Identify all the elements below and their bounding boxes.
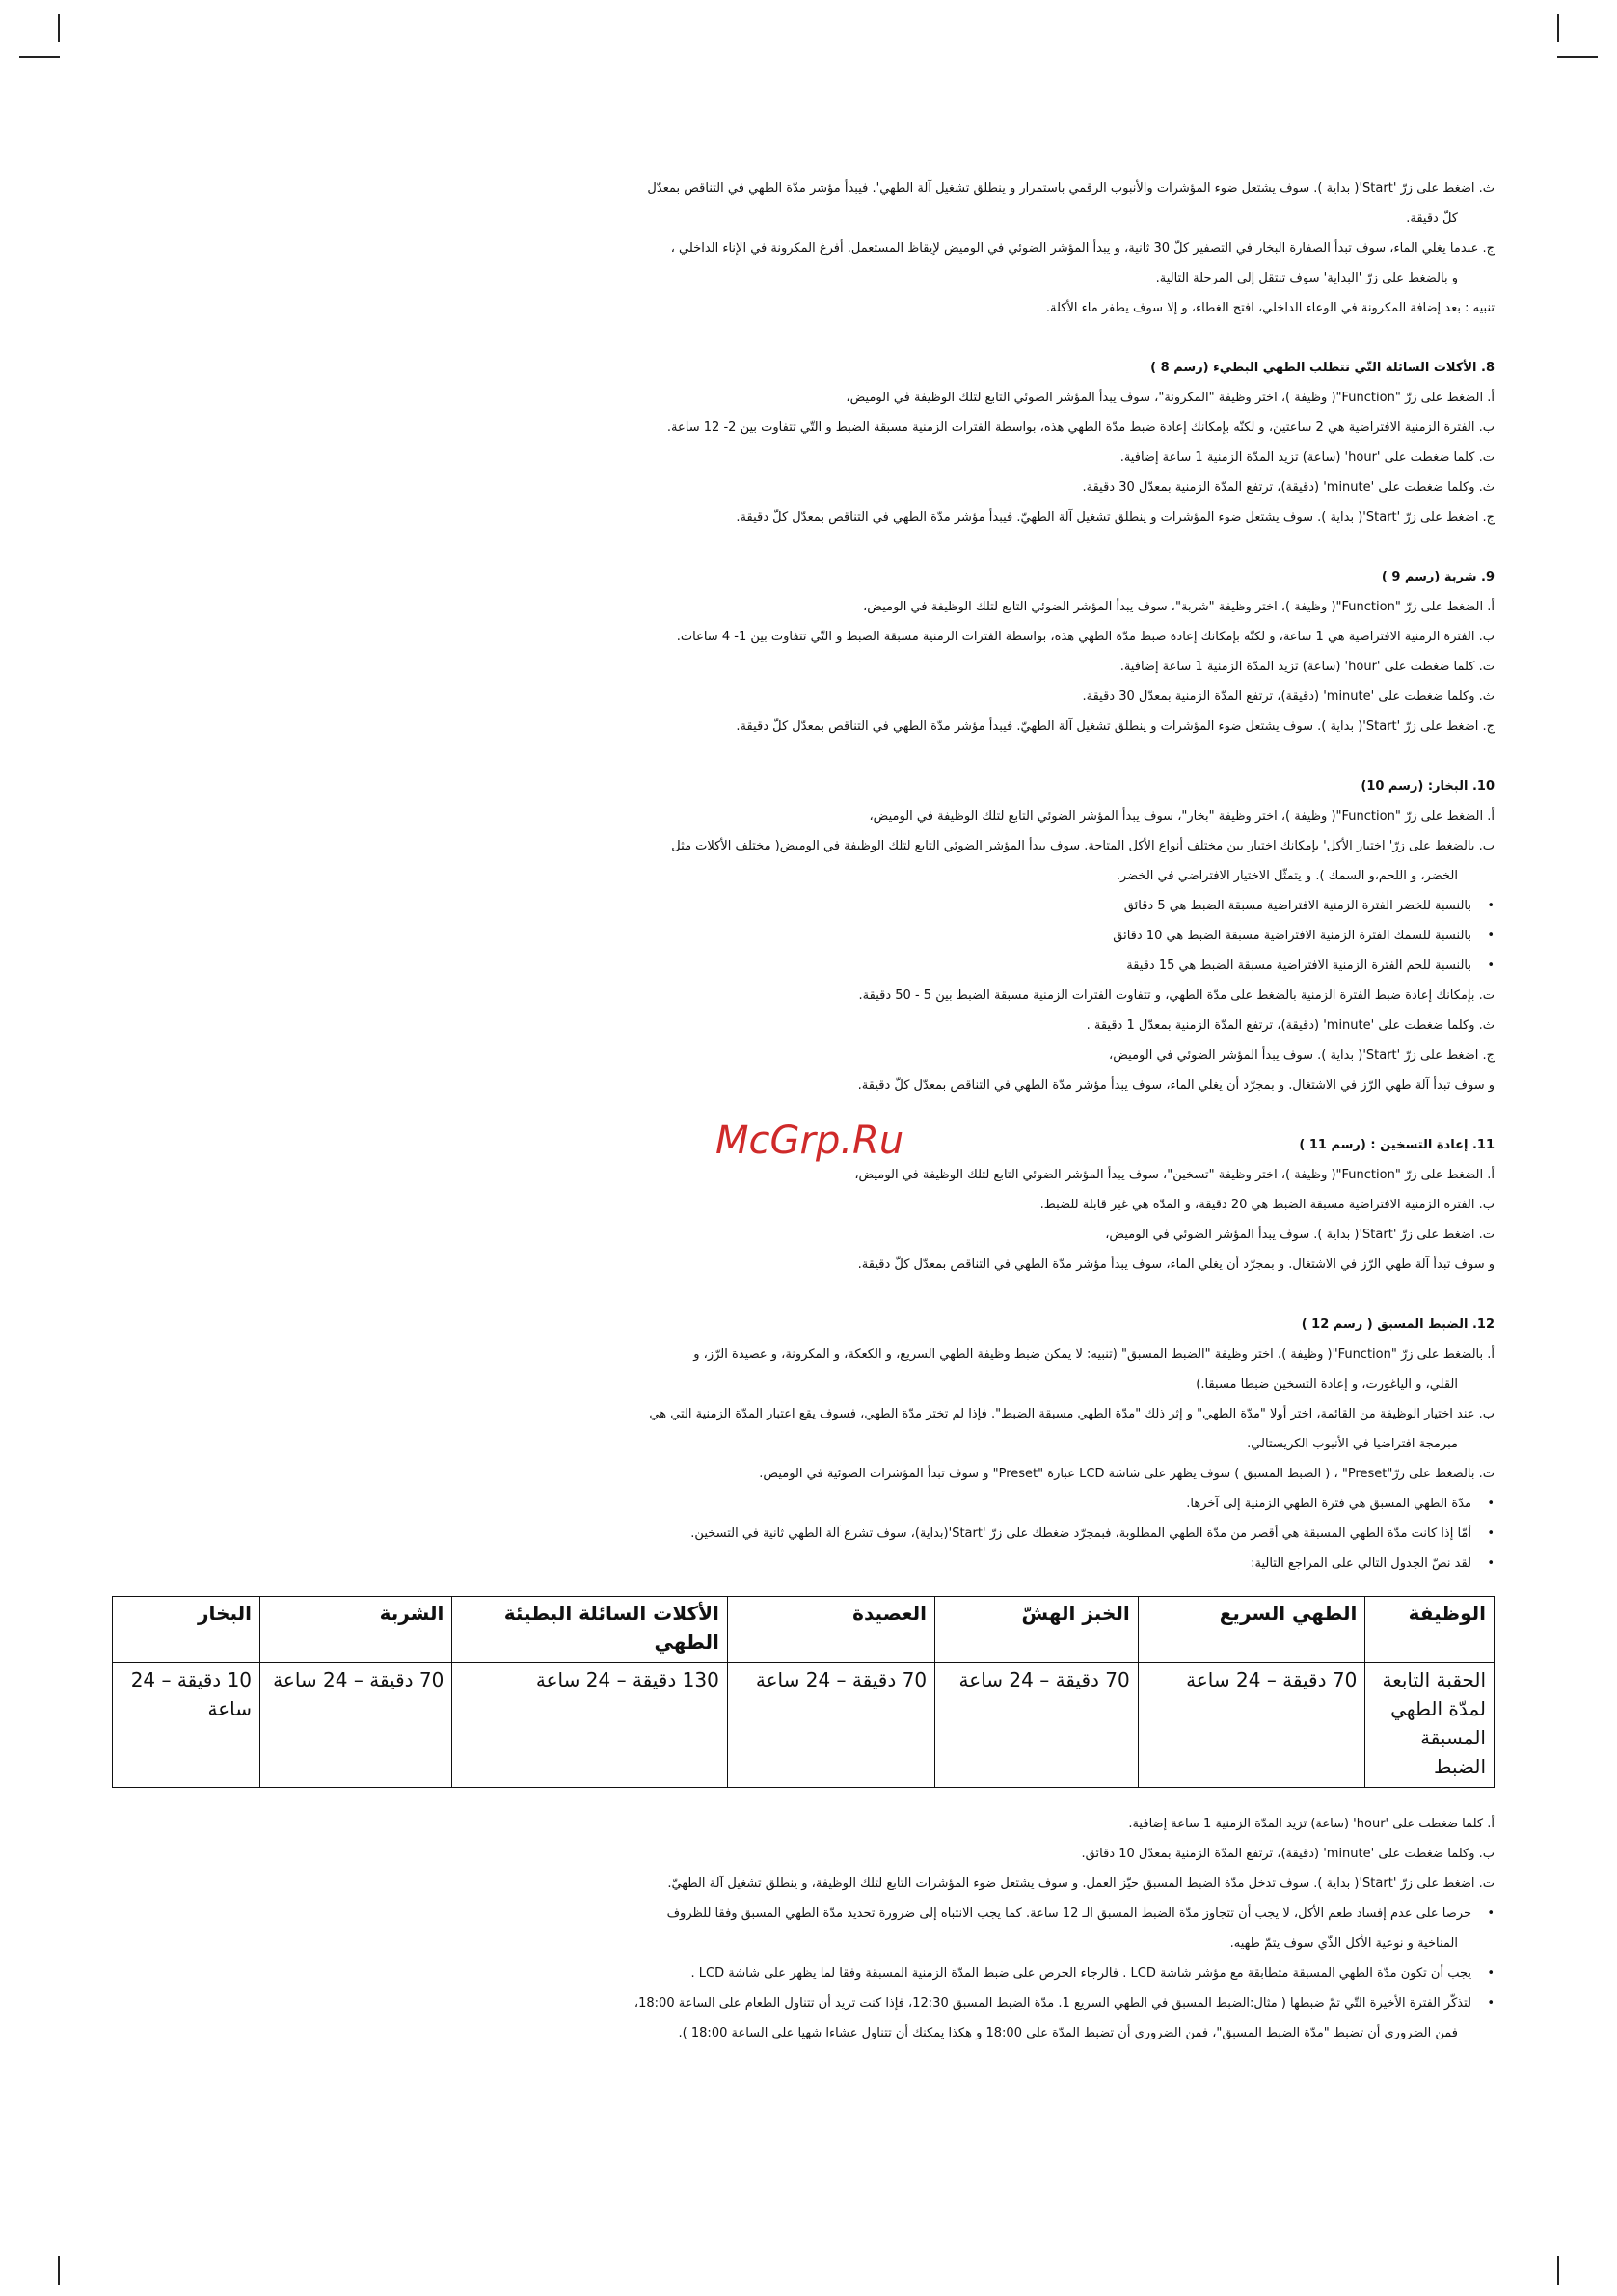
section-10-bullet: • بالنسبة للسمك الفترة الزمنية الافتراضية مسبقة الضبط هي 10 دقائق <box>108 921 1495 951</box>
section-9-line: أ. الضغط على زرّ "Function"( وظيفة )، اختر وظيفة "شربة"، سوف يبدأ المؤشر الضوئي التابع لتلك الوظيفة في الوميض، <box>863 600 1495 614</box>
crop-mark <box>58 14 60 42</box>
manual-page <box>108 174 1495 2256</box>
after-line: أ. كلما ضغطت على 'hour' (ساعة) تزيد المدّة الزمنية 1 ساعة إضافية. <box>1128 1817 1495 1831</box>
section-10-line: و سوف تبدأ آلة طهي الرّز في الاشتغال. و بمجرّد أن يغلي الماء، سوف يبدأ مؤشر مدّة الطهي في التناقص بمعدّل كلّ دقيقة. <box>857 1078 1495 1093</box>
section-9-line: ج. اضغط على زرّ 'Start'( بداية ). سوف يشتعل ضوء المؤشرات و ينطلق تشغيل آلة الطهيّ. فيبدأ مؤشر مدّة الطهي في التناقص بمعدّل كلّ دقيقة. <box>736 719 1495 734</box>
intro-line: و بالضغط على زرّ 'البداية' سوف تنتقل إلى المرحلة التالية. <box>1155 271 1458 285</box>
after-bullet: • يجب أن تكون مدّة الطهي المسبقة متطابقة مع مؤشر شاشة LCD . فالرجاء الحرص على ضبط المدّة الزمنية المسبقة وفقا لما يظهر على شاشة LCD . <box>108 1958 1495 1988</box>
table-cell: 70 دقيقة – 24 ساعة <box>260 1663 452 1788</box>
table-cell: 70 دقيقة – 24 ساعة <box>935 1663 1139 1788</box>
section-12-bullet: • أمّا إذا كانت مدّة الطهي المسبقة هي أقصر من مدّة الطهي المطلوبة، فبمجرّد ضغطك على زرّ 'Start'(بداية)، سوف تشرع آلة الطهي ثانية في التسخين. <box>108 1519 1495 1549</box>
section-12-line: أ. بالضغط على زرّ "Function"( وظيفة )، اختر وظيفة "الضبط المسبق" (تنبيه: لا يمكن ضبط وظيفة الطهي السريع، و الكعكة، و المكرونة، و عصيدة الرّز، و <box>693 1347 1495 1362</box>
section-8-line: أ. الضغط على زرّ "Function"( وظيفة )، اختر وظيفة "المكرونة"، سوف يبدأ المؤشر الضوئي التابع لتلك الوظيفة في الوميض، <box>846 391 1495 405</box>
section-10-line: ث. وكلما ضغطت على 'minute' (دقيقة)، ترتفع المدّة الزمنية بمعدّل 1 دقيقة . <box>1086 1018 1495 1033</box>
intro-line: ث. اضغط على زرّ 'Start'( بداية ). سوف يشتعل ضوء المؤشرات والأنبوب الرقمي باستمرار و ينطلق تشغيل آلة الطهي'. فيبدأ مؤشر مدّة الطهي في التناقص بمعدّل <box>647 181 1495 196</box>
section-12-line: مبرمجة افتراضيا في الأنبوب الكريستالي. <box>1247 1437 1458 1451</box>
after-bullet-continued: المناخية و نوعية الأكل الذّي سوف يتمّ طهيه. <box>1229 1936 1458 1951</box>
table-header-cell: العصيدة <box>727 1597 934 1663</box>
section-10-bullet: • بالنسبة للحم الفترة الزمنية الافتراضية مسبقة الضبط هي 15 دقيقة <box>108 951 1495 981</box>
section-9-line: ب. الفترة الزمنية الافتراضية هي 1 ساعة، و لكنّه بإمكانك إعادة ضبط مدّة الطهي هذه، بواسطة الفترات الزمنية مسبقة الضبط و التّي تتفاوت بين 1- 4 ساعات. <box>676 630 1495 644</box>
section-12-heading: 12. الضبط المسبق ( رسم 12 ) <box>1301 1317 1495 1332</box>
section-10-heading: 10. البخار: (رسم 10) <box>1361 779 1495 794</box>
section-11-heading: 11. إعادة التسخين : (رسم 11 ) <box>1299 1138 1495 1152</box>
table-header-row <box>113 1597 1495 1663</box>
section-10-line: ب. بالضغط على زرّ' اختيار الأكل' بإمكانك اختيار بين مختلف أنواع الأكل المتاحة. سوف يبدأ المؤشر الضوئي التابع لتلك الوظيفة في الوميض( مختلف الأكلات مثل <box>671 839 1495 853</box>
crop-mark <box>1557 14 1559 42</box>
section-11-line: ب. الفترة الزمنية الافتراضية مسبقة الضبط هي 20 دقيقة، و المدّة هي غير قابلة للضبط. <box>1039 1198 1495 1212</box>
section-11-line: ت. اضغط على زرّ 'Start'( بداية ). سوف يبدأ المؤشر الضوئي في الوميض، <box>1105 1228 1495 1242</box>
table-cell: الحقبة التابعة لمدّة الطهي المسبقة الضبط <box>1365 1663 1495 1788</box>
crop-mark <box>1557 56 1598 58</box>
table-header-cell: الشربة <box>260 1597 452 1663</box>
section-12-line: ب. عند اختيار الوظيفة من القائمة، اختر أولا "مدّة الطهي" و إثر ذلك "مدّة الطهي مسبقة الضبط". فإذا لم تختر مدّة الطهي، فسوف يقع اعتبار المدّة الزمنية التي هي <box>649 1407 1495 1421</box>
section-11-line: و سوف تبدأ آلة طهي الرّز في الاشتغال. و بمجرّد أن يغلي الماء، سوف يبدأ مؤشر مدّة الطهي في التناقص بمعدّل كلّ دقيقة. <box>857 1257 1495 1272</box>
section-12-bullet: • مدّة الطهي المسبق هي فترة الطهي الزمنية إلى آخرها. <box>108 1489 1495 1519</box>
table-header-cell: البخار <box>113 1597 260 1663</box>
section-8-line: ب. الفترة الزمنية الافتراضية هي 2 ساعتين، و لكنّه بإمكانك إعادة ضبط مدّة الطهي هذه، بواسطة الفترات الزمنية مسبقة الضبط و التّي تتفاوت بين 2- 12 ساعة. <box>666 420 1495 435</box>
preset-range-table <box>112 1596 1495 1788</box>
crop-mark <box>58 2256 60 2285</box>
watermark-text: McGrp.Ru <box>715 1119 904 1163</box>
section-10-bullet: • بالنسبة للخضر الفترة الزمنية الافتراضية مسبقة الضبط هي 5 دقائق <box>108 891 1495 921</box>
table-header-cell: الأكلات السائلة البطيئة الطهي <box>452 1597 727 1663</box>
section-11-line: أ. الضغط على زرّ "Function"( وظيفة )، اختر وظيفة "تسخين"، سوف يبدأ المؤشر الضوئي التابع لتلك الوظيفة في الوميض، <box>854 1168 1495 1182</box>
after-bullet-continued: فمن الضروري أن تضبط "مدّة الضبط المسبق"، فمن الضروري أن تضبط المدّة على 18:00 و هكذا يمكنك أن تتناول عشاءا شهيا على الساعة 18:00 ). <box>678 2026 1458 2040</box>
table-row <box>113 1663 1495 1788</box>
section-8-line: ث. وكلما ضغطت على 'minute' (دقيقة)، ترتفع المدّة الزمنية بمعدّل 30 دقيقة. <box>1082 480 1495 495</box>
table-cell: 70 دقيقة – 24 ساعة <box>1138 1663 1365 1788</box>
table-header-cell: الوظيفة <box>1365 1597 1495 1663</box>
crop-mark <box>19 56 60 58</box>
after-bullet: • حرصا على عدم إفساد طعم الأكل، لا يجب أن تتجاوز مدّة الضبط المسبق الـ 12 ساعة. كما يجب الانتباه إلى ضرورة تحديد مدّة الطهي المسبق وفقا للظروف <box>108 1899 1495 1929</box>
table-cell: 130 دقيقة – 24 ساعة <box>452 1663 727 1788</box>
section-10-line: ت. بإمكانك إعادة ضبط الفترة الزمنية بالضغط على مدّة الطهي، و تتفاوت الفترات الزمنية مسبقة الضبط بين 5 - 50 دقيقة. <box>858 988 1495 1003</box>
section-8-line: ج. اضغط على زرّ 'Start'( بداية ). سوف يشتعل ضوء المؤشرات و ينطلق تشغيل آلة الطهيّ. فيبدأ مؤشر مدّة الطهي في التناقص بمعدّل كلّ دقيقة. <box>736 510 1495 525</box>
table-cell: 70 دقيقة – 24 ساعة <box>727 1663 934 1788</box>
section-8-heading: 8. الأكلات السائلة التّي تتطلب الطهي البطيء (رسم 8 ) <box>1150 361 1495 375</box>
intro-line: كلّ دقيقة. <box>1406 211 1458 226</box>
section-12-line: ت. بالضغط على زرّ"Preset" ، ( الضبط المسبق ) سوف يظهر على شاشة LCD عبارة "Preset" و سوف تبدأ المؤشرات الضوئية في الوميض. <box>759 1467 1495 1481</box>
table-header-cell: الخبز الهشّ <box>935 1597 1139 1663</box>
after-line: ت. اضغط على زرّ 'Start'( بداية ). سوف تدخل مدّة الضبط المسبق حيّز العمل. و سوف يشتعل ضوء المؤشرات التابع لتلك الوظيفة، و ينطلق تشغيل آلة الطهيّ. <box>667 1877 1495 1891</box>
section-10-line: ج. اضغط على زرّ 'Start'( بداية ). سوف يبدأ المؤشر الضوئي في الوميض، <box>1109 1048 1495 1063</box>
intro-line: ج. عندما يغلي الماء، سوف تبدأ الصفارة البخار في التصفير كلّ 30 ثانية، و يبدأ المؤشر الضوئي في الوميض لإيقاظ المستعمل. أفرغ المكرونة في الإناء الداخلي ، <box>670 241 1495 256</box>
section-9-line: ت. كلما ضغطت على 'hour' (ساعة) تزيد المدّة الزمنية 1 ساعة إضافية. <box>1119 660 1495 674</box>
after-bullet: • لتذكّر الفترة الأخيرة التّي تمّ ضبطها ( مثال:الضبط المسبق في الطهي السريع 1. مدّة الضبط المسبق 12:30، فإذا كنت تريد أن تتناول الطعام على الساعة 18:00، <box>108 1988 1495 2018</box>
section-8-line: ت. كلما ضغطت على 'hour' (ساعة) تزيد المدّة الزمنية 1 ساعة إضافية. <box>1119 450 1495 465</box>
table-header-cell: الطهي السريع <box>1138 1597 1365 1663</box>
section-10-line: أ. الضغط على زرّ "Function"( وظيفة )، اختر وظيفة "بخار"، سوف يبدأ المؤشر الضوئي التابع لتلك الوظيفة في الوميض، <box>869 809 1495 824</box>
section-12-line: القلي، و الياغورت، و إعادة التسخين ضبطا مسبقا.) <box>1196 1377 1458 1391</box>
section-12-bullet: • لقد نصّ الجدول التالي على المراجع التالية: <box>108 1549 1495 1579</box>
table-cell: 10 دقيقة – 24 ساعة <box>113 1663 260 1788</box>
section-9-heading: 9. شربة (رسم 9 ) <box>1381 570 1495 584</box>
section-9-line: ث. وكلما ضغطت على 'minute' (دقيقة)، ترتفع المدّة الزمنية بمعدّل 30 دقيقة. <box>1082 689 1495 704</box>
section-10-line: الخضر، و اللحم،و السمك ). و يتمثّل الاختيار الافتراضي في الخضر. <box>1116 869 1458 883</box>
crop-mark <box>1557 2256 1559 2285</box>
intro-warning: تنبيه : بعد إضافة المكرونة في الوعاء الداخلي، افتح الغطاء، و إلا سوف يطفر ماء الأكلة. <box>1045 301 1495 315</box>
after-line: ب. وكلما ضغطت على 'minute' (دقيقة)، ترتفع المدّة الزمنية بمعدّل 10 دقائق. <box>1081 1847 1495 1861</box>
